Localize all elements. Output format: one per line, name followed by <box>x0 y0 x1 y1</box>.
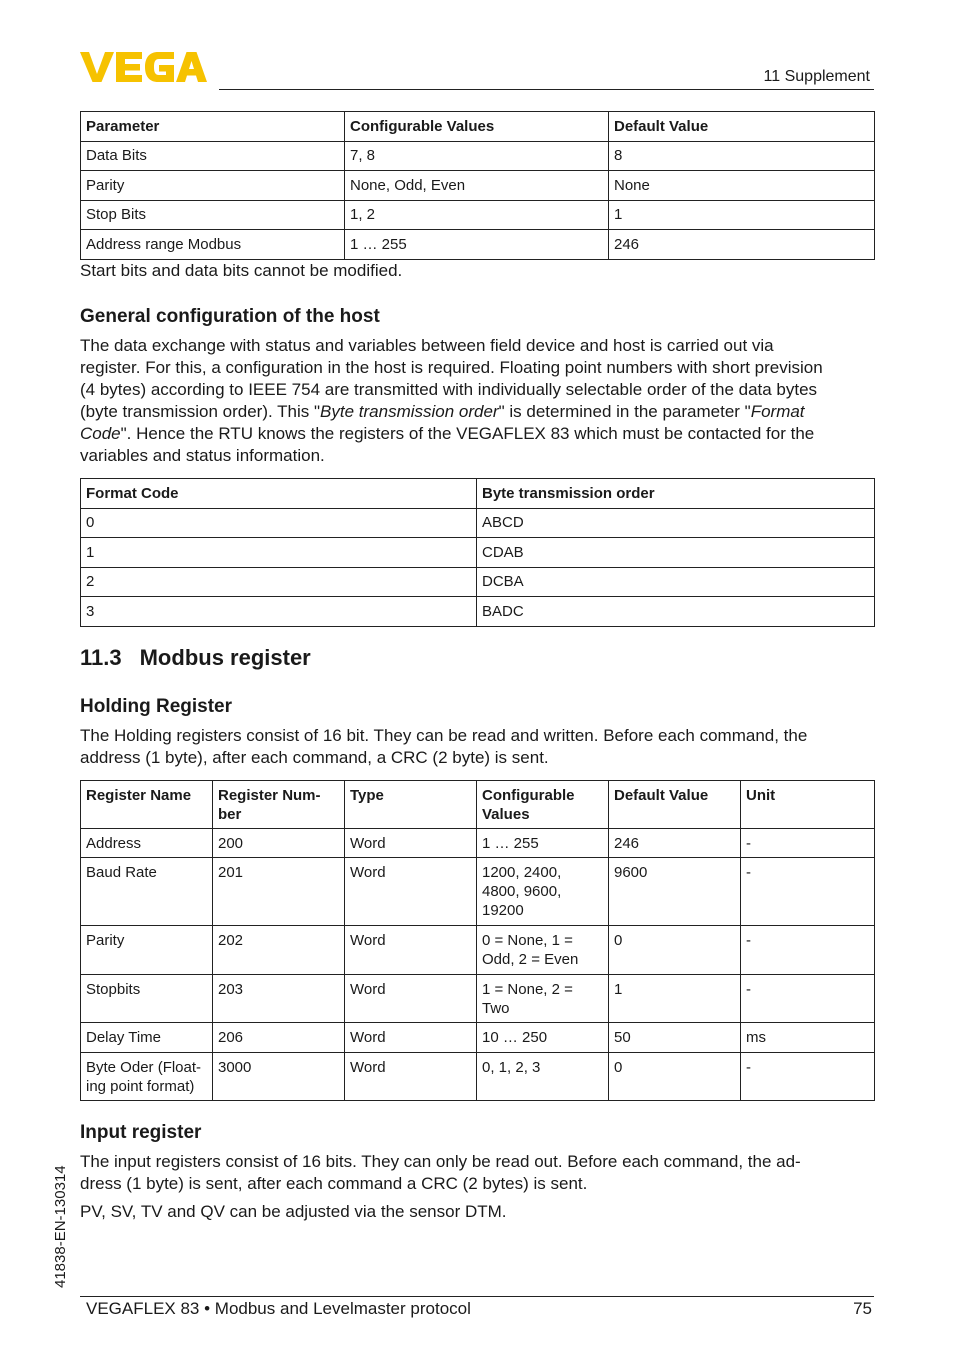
input-register-paragraph <box>80 1151 874 1195</box>
text-line: dress (1 byte) is sent, after each command a CRC (2 bytes) is sent. <box>80 1174 588 1193</box>
header-rule <box>219 89 874 90</box>
table-cell: Data Bits <box>81 141 345 171</box>
column-header: Configurable Values <box>477 781 609 829</box>
table-cell: 1 … 255 <box>345 230 609 260</box>
text-span: (byte transmission order). This " <box>80 402 321 421</box>
table-cell: DCBA <box>477 567 875 597</box>
text-line: (4 bytes) according to IEEE 754 are transmitted with individually selectable order of the data bytes <box>80 380 818 399</box>
section-heading <box>80 645 311 671</box>
table-cell: 10 … 250 <box>477 1023 609 1053</box>
holding-register-table <box>80 780 875 1101</box>
text-line <box>80 401 874 423</box>
dtm-note: PV, SV, TV and QV can be adjusted via the sensor DTM. <box>80 1202 507 1221</box>
table-cell: ABCD <box>477 508 875 538</box>
footer-rule <box>80 1296 874 1297</box>
table-cell: 246 <box>609 829 741 858</box>
column-header: Default Value <box>609 781 741 829</box>
table-cell: 200 <box>213 829 345 858</box>
text-line: The Holding registers consist of 16 bit. They can be read and written. Before each command, the <box>80 726 808 745</box>
italic-term: Format <box>750 402 805 421</box>
column-header: Default Value <box>609 112 875 142</box>
table-cell: 0, 1, 2, 3 <box>477 1053 609 1101</box>
table-cell: 9600 <box>609 858 741 926</box>
column-header: Format Code <box>81 479 477 509</box>
table-row <box>81 200 875 230</box>
table-row <box>81 141 875 171</box>
table-cell: Delay Time <box>81 1023 213 1053</box>
column-header: Unit <box>741 781 875 829</box>
table-cell: 1, 2 <box>345 200 609 230</box>
holding-register-heading: Holding Register <box>80 696 233 717</box>
text-line: variables and status information. <box>80 446 325 465</box>
table-cell: CDAB <box>477 538 875 568</box>
table-cell: Parity <box>81 171 345 201</box>
table-cell: 1 … 255 <box>477 829 609 858</box>
input-register-heading: Input register <box>80 1122 202 1143</box>
table-cell: Word <box>345 858 477 926</box>
table-cell: Baud Rate <box>81 858 213 926</box>
table-row <box>81 171 875 201</box>
table-cell: 206 <box>213 1023 345 1053</box>
table-header-row <box>81 112 875 142</box>
table-cell: - <box>741 926 875 975</box>
table-cell: 2 <box>81 567 477 597</box>
table-cell: - <box>741 829 875 858</box>
column-header: Configurable Values <box>345 112 609 142</box>
table-row <box>81 829 875 858</box>
table-cell: 1 <box>609 975 741 1023</box>
table-row <box>81 597 875 627</box>
table-cell: 246 <box>609 230 875 260</box>
table-cell: Word <box>345 829 477 858</box>
table-cell: Address range Modbus <box>81 230 345 260</box>
table-row <box>81 538 875 568</box>
table-cell: 0 <box>81 508 477 538</box>
table-cell: - <box>741 1053 875 1101</box>
table-cell: BADC <box>477 597 875 627</box>
table-cell: Address <box>81 829 213 858</box>
table-cell: 7, 8 <box>345 141 609 171</box>
table-cell: 50 <box>609 1023 741 1053</box>
section-title: Modbus register <box>139 645 311 670</box>
start-bits-note: Start bits and data bits cannot be modified. <box>80 261 403 280</box>
table-cell: Stop Bits <box>81 200 345 230</box>
table-row <box>81 858 875 926</box>
host-config-paragraph <box>80 335 874 467</box>
table-row <box>81 975 875 1023</box>
table-cell: 1 <box>81 538 477 568</box>
table-cell: Word <box>345 1053 477 1101</box>
column-header: Register Num- ber <box>213 781 345 829</box>
svg-text:VEGA: VEGA <box>80 50 83 51</box>
holding-register-paragraph <box>80 725 874 769</box>
table-cell: 0 = None, 1 = Odd, 2 = Even <box>477 926 609 975</box>
table-cell: Word <box>345 1023 477 1053</box>
section-label: 11 Supplement <box>763 68 870 85</box>
table-row <box>81 1023 875 1053</box>
table-row <box>81 508 875 538</box>
column-header: Parameter <box>81 112 345 142</box>
table-cell: None <box>609 171 875 201</box>
table-row <box>81 567 875 597</box>
table-cell: Parity <box>81 926 213 975</box>
italic-term: Code <box>80 424 121 443</box>
format-code-table <box>80 478 875 627</box>
table-cell: - <box>741 975 875 1023</box>
table-row <box>81 1053 875 1101</box>
table-cell: None, Odd, Even <box>345 171 609 201</box>
table-row <box>81 926 875 975</box>
host-config-heading: General configuration of the host <box>80 306 380 327</box>
table-cell: 1 <box>609 200 875 230</box>
table-cell: 201 <box>213 858 345 926</box>
vega-logo <box>80 50 212 84</box>
table-cell: 3 <box>81 597 477 627</box>
text-line: address (1 byte), after each command, a CRC (2 byte) is sent. <box>80 748 549 767</box>
table-cell: 202 <box>213 926 345 975</box>
column-header: Type <box>345 781 477 829</box>
text-span: ". Hence the RTU knows the registers of the VEGAFLEX 83 which must be contacted for the <box>120 424 815 443</box>
table-cell: 203 <box>213 975 345 1023</box>
table-cell: - <box>741 858 875 926</box>
italic-term: Byte transmission order <box>320 402 499 421</box>
table-cell: 3000 <box>213 1053 345 1101</box>
text-line: The data exchange with status and variables between field device and host is carried out via <box>80 336 774 355</box>
table-cell: Word <box>345 975 477 1023</box>
table-cell: ms <box>741 1023 875 1053</box>
column-header: Register Name <box>81 781 213 829</box>
footer-title: VEGAFLEX 83 • Modbus and Levelmaster protocol <box>86 1299 471 1318</box>
text-line: register. For this, a configuration in the host is required. Floating point numbers with short prevision <box>80 358 823 377</box>
table-row <box>81 230 875 260</box>
text-line: The input registers consist of 16 bits. They can only be read out. Before each command, the ad- <box>80 1152 801 1171</box>
text-line <box>80 423 874 445</box>
table-cell: Word <box>345 926 477 975</box>
table-cell: 1200, 2400, 4800, 9600, 19200 <box>477 858 609 926</box>
page-number: 75 <box>853 1299 872 1318</box>
table-cell: Stopbits <box>81 975 213 1023</box>
table-cell: 8 <box>609 141 875 171</box>
column-header: Byte transmission order <box>477 479 875 509</box>
table-header-row <box>81 479 875 509</box>
section-number: 11.3 <box>80 645 122 670</box>
table-cell: Byte Oder (Float- ing point format) <box>81 1053 213 1101</box>
document-id: 41838-EN-130314 <box>52 1165 69 1288</box>
text-span: " is determined in the parameter " <box>498 402 751 421</box>
table-cell: 1 = None, 2 = Two <box>477 975 609 1023</box>
table-cell: 0 <box>609 1053 741 1101</box>
serial-parameters-table <box>80 111 875 260</box>
table-header-row <box>81 781 875 829</box>
table-cell: 0 <box>609 926 741 975</box>
